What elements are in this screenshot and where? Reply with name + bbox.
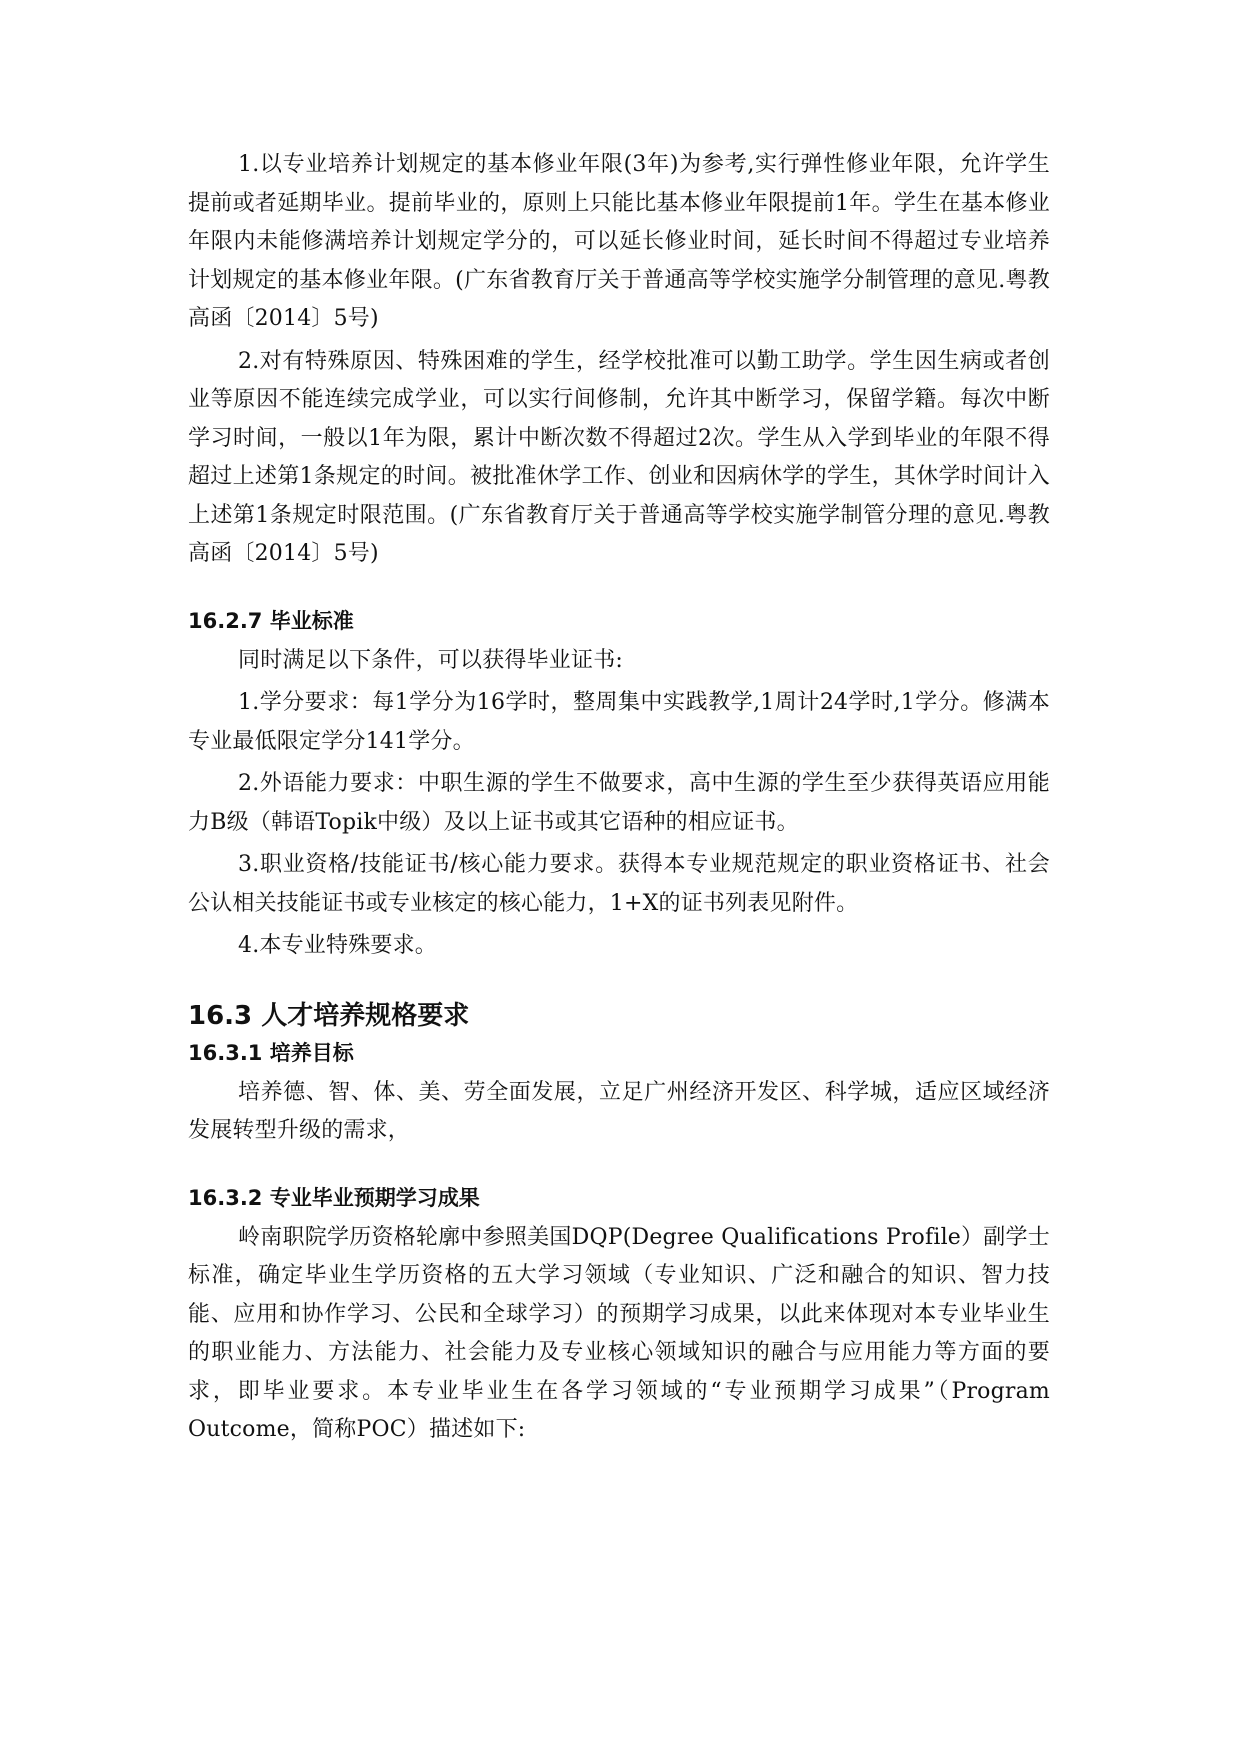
heading-training-goals: 16.3.1 培养目标 (188, 1040, 354, 1065)
paragraph-training-goals: 培养德、智、体、美、劳全面发展，立足广州经济开发区、科学城，适应区域经济发展转型升级的需求， (188, 1079, 1050, 1143)
heading-talent-specifications: 16.3 人才培养规格要求 (188, 1000, 470, 1031)
paragraph-graduation-intro: 同时满足以下条件，可以获得毕业证书: (238, 647, 624, 673)
paragraph-flexible-study-years: 1.以专业培养计划规定的基本修业年限(3年)为参考,实行弹性修业年限，允许学生提前或者延期毕业。提前毕业的，原则上只能比基本修业年限提前1年。学生在基本修业年限内未能修满培养计划规定学分的，可以延长修业时间，延长时间不得超过专业培养计划规定的基本修业年限。(广东省教育厅关于普通高等学校实施学分制管理的意见.粤教高函〔2014〕5号) (188, 152, 1050, 331)
paragraph-suspension-rules: 2.对有特殊原因、特殊困难的学生，经学校批准可以勤工助学。学生因生病或者创业等原因不能连续完成学业，可以实行间修制，允许其中断学习，保留学籍。每次中断学习时间，一般以1年为限，累计中断次数不得超过2次。学生从入学到毕业的年限不得超过上述第1条规定的时间。被批准休学工作、创业和因病休学的学生，其休学时间计入上述第1条规定时限范围。(广东省教育厅关于普通高等学校实施学制管分理的意见.粤教高函〔2014〕5号) (188, 348, 1050, 566)
paragraph-special-requirement: 4.本专业特殊要求。 (238, 933, 437, 958)
spacer (188, 966, 1050, 996)
paragraph-expected-outcomes: 岭南职院学历资格轮廓中参照美国DQP(Degree Qualifications Profile）副学士标准，确定毕业生学历资格的五大学习领域（专业知识、广泛和融合的知识、智力技能、应用和协作学习、公民和全球学习）的预期学习成果，以此来体现对本专业毕业生的职业能力、方法能力、社会能力及专业核心领域知识的融合与应用能力等方面的要求，即毕业要求。本专业毕业生在各学习领域的“专业预期学习成果”（Program Outcome，简称POC）描述如下: (188, 1224, 1050, 1442)
heading-graduation-standards: 16.2.7 毕业标准 (188, 608, 354, 633)
spacer (188, 574, 1050, 604)
spacer (188, 1151, 1050, 1181)
heading-expected-outcomes: 16.3.2 专业毕业预期学习成果 (188, 1185, 480, 1210)
paragraph-credit-requirement: 1.学分要求：每1学分为16学时，整周集中实践教学,1周计24学时,1学分。修满本专业最低限定学分141学分。 (188, 690, 1050, 754)
paragraph-certificate-requirement: 3.职业资格/技能证书/核心能力要求。获得本专业规范规定的职业资格证书、社会公认相关技能证书或专业核定的核心能力，1+X的证书列表见附件。 (188, 852, 1050, 916)
paragraph-language-requirement: 2.外语能力要求：中职生源的学生不做要求，高中生源的学生至少获得英语应用能力B级（韩语Topik中级）及以上证书或其它语种的相应证书。 (188, 771, 1050, 835)
page-content (188, 146, 1050, 1450)
